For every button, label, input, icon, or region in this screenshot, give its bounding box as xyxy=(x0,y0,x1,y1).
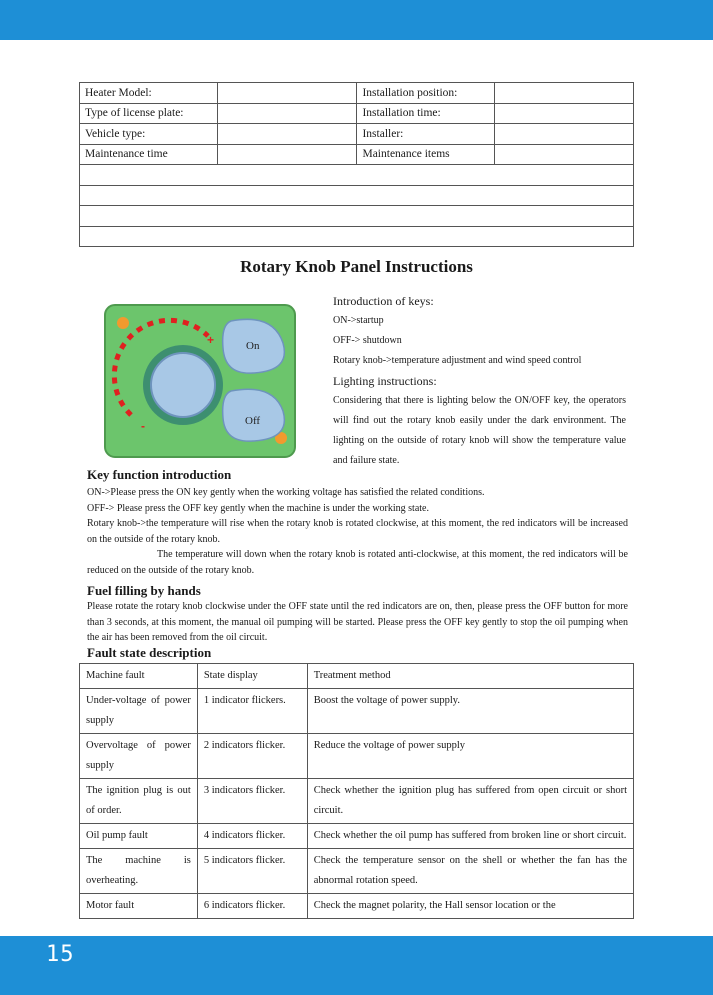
table-row xyxy=(80,734,634,779)
key-function-line: The temperature will down when the rotary knob is rotated anti-clockwise, at this moment, the red indicators will be reduced on the outside of the rotary knob. xyxy=(87,549,628,576)
table-row xyxy=(80,779,634,824)
intro-rotary: Rotary knob->temperature adjustment and wind speed control xyxy=(333,355,582,366)
table-cell: Maintenance time xyxy=(80,144,218,165)
intro-on: ON->startup xyxy=(333,315,384,326)
intro-heading: Introduction of keys: xyxy=(333,294,434,308)
column-header: State display xyxy=(197,664,307,689)
section-title: Rotary Knob Panel Instructions xyxy=(240,257,473,276)
blank-row xyxy=(80,165,634,186)
state-cell: 5 indicators flicker. xyxy=(197,849,307,894)
table-cell xyxy=(217,124,357,145)
blank-row xyxy=(80,206,634,227)
table-header-row xyxy=(80,664,634,689)
fuel-heading: Fuel filling by hands xyxy=(87,583,201,598)
state-cell: 6 indicators flicker. xyxy=(197,894,307,919)
lighting-heading: Lighting instructions: xyxy=(333,374,437,388)
knob-panel-illustration xyxy=(103,303,297,459)
table-cell xyxy=(495,124,634,145)
intro-off: OFF-> shutdown xyxy=(333,335,402,346)
treatment-cell: Check whether the ignition plug has suffered from open circuit or short circuit. xyxy=(307,779,633,824)
maintenance-record-table xyxy=(79,82,634,247)
table-cell xyxy=(495,103,634,124)
treatment-cell: Check whether the oil pump has suffered from broken line or short circuit. xyxy=(307,824,633,849)
table-cell: Installation time: xyxy=(357,103,495,124)
table-cell xyxy=(495,144,634,165)
treatment-cell: Boost the voltage of power supply. xyxy=(307,689,633,734)
fault-cell: Overvoltage of power supply xyxy=(80,734,198,779)
fault-cell: Under-voltage of power supply xyxy=(80,689,198,734)
table-row xyxy=(80,894,634,919)
key-function-line: OFF-> Please press the OFF key gently when the machine is under the working state. xyxy=(87,502,429,514)
fault-cell: The machine is overheating. xyxy=(80,849,198,894)
blank-cell xyxy=(80,185,634,206)
fuel-text: Please rotate the rotary knob clockwise under the OFF state until the red indicators are on, then, please press the OFF button for more than 3 seconds, at this moment, the manual oil pumping will be started. Please press the OFF key gently to stop the oil pumping when the air has been removed from the oil circuit. xyxy=(87,601,628,643)
fault-cell: Motor fault xyxy=(80,894,198,919)
lighting-text: Considering that there is lighting below the ON/OFF key, the operators will find out the rotary knob easily under the dark environment. The lighting on the outside of rotary knob will show the temperature value and failure state. xyxy=(333,395,626,466)
table-cell: Maintenance items xyxy=(357,144,495,165)
blank-cell xyxy=(80,206,634,227)
state-cell: 1 indicator flickers. xyxy=(197,689,307,734)
fault-heading: Fault state description xyxy=(87,645,212,660)
table-cell xyxy=(217,83,357,104)
table-cell: Installation position: xyxy=(357,83,495,104)
table-cell: Type of license plate: xyxy=(80,103,218,124)
column-header: Machine fault xyxy=(80,664,198,689)
table-row xyxy=(80,849,634,894)
state-cell: 3 indicators flicker. xyxy=(197,779,307,824)
off-label: Off xyxy=(245,415,261,427)
indicator-light-top-left xyxy=(117,317,129,329)
footer-band xyxy=(0,936,713,995)
table-row xyxy=(80,103,634,124)
fault-cell: Oil pump fault xyxy=(80,824,198,849)
table-cell xyxy=(495,83,634,104)
header-band xyxy=(0,0,713,40)
page-number: 15 xyxy=(46,942,75,967)
treatment-cell: Reduce the voltage of power supply xyxy=(307,734,633,779)
key-function-line: ON->Please press the ON key gently when the working voltage has satisfied the related conditions. xyxy=(87,487,485,498)
plus-sign: + xyxy=(207,333,215,347)
fault-table xyxy=(79,663,634,919)
table-cell: Vehicle type: xyxy=(80,124,218,145)
rotary-knob xyxy=(151,353,215,417)
blank-cell xyxy=(80,165,634,186)
blank-row xyxy=(80,185,634,206)
blank-cell xyxy=(80,226,634,247)
table-row xyxy=(80,83,634,104)
key-function-line: Rotary knob->the temperature will rise when the rotary knob is rotated clockwise, at this moment, the red indicators will be increased on the outside of the rotary knob. xyxy=(87,518,628,545)
table-cell: Heater Model: xyxy=(80,83,218,104)
column-header: Treatment method xyxy=(307,664,633,689)
key-function-heading: Key function introduction xyxy=(87,467,232,482)
table-row xyxy=(80,824,634,849)
table-cell xyxy=(217,103,357,124)
table-cell xyxy=(217,144,357,165)
blank-row xyxy=(80,226,634,247)
table-row xyxy=(80,689,634,734)
state-cell: 2 indicators flicker. xyxy=(197,734,307,779)
minus-sign: - xyxy=(141,419,145,433)
state-cell: 4 indicators flicker. xyxy=(197,824,307,849)
key-function-text xyxy=(87,485,628,578)
treatment-cell: Check the magnet polarity, the Hall sensor location or the xyxy=(307,894,633,919)
table-row xyxy=(80,124,634,145)
on-label: On xyxy=(246,340,260,352)
keys-introduction xyxy=(333,291,626,471)
table-row xyxy=(80,144,634,165)
fault-cell: The ignition plug is out of order. xyxy=(80,779,198,824)
table-cell: Installer: xyxy=(357,124,495,145)
treatment-cell: Check the temperature sensor on the shell or whether the fan has the abnormal rotation speed. xyxy=(307,849,633,894)
